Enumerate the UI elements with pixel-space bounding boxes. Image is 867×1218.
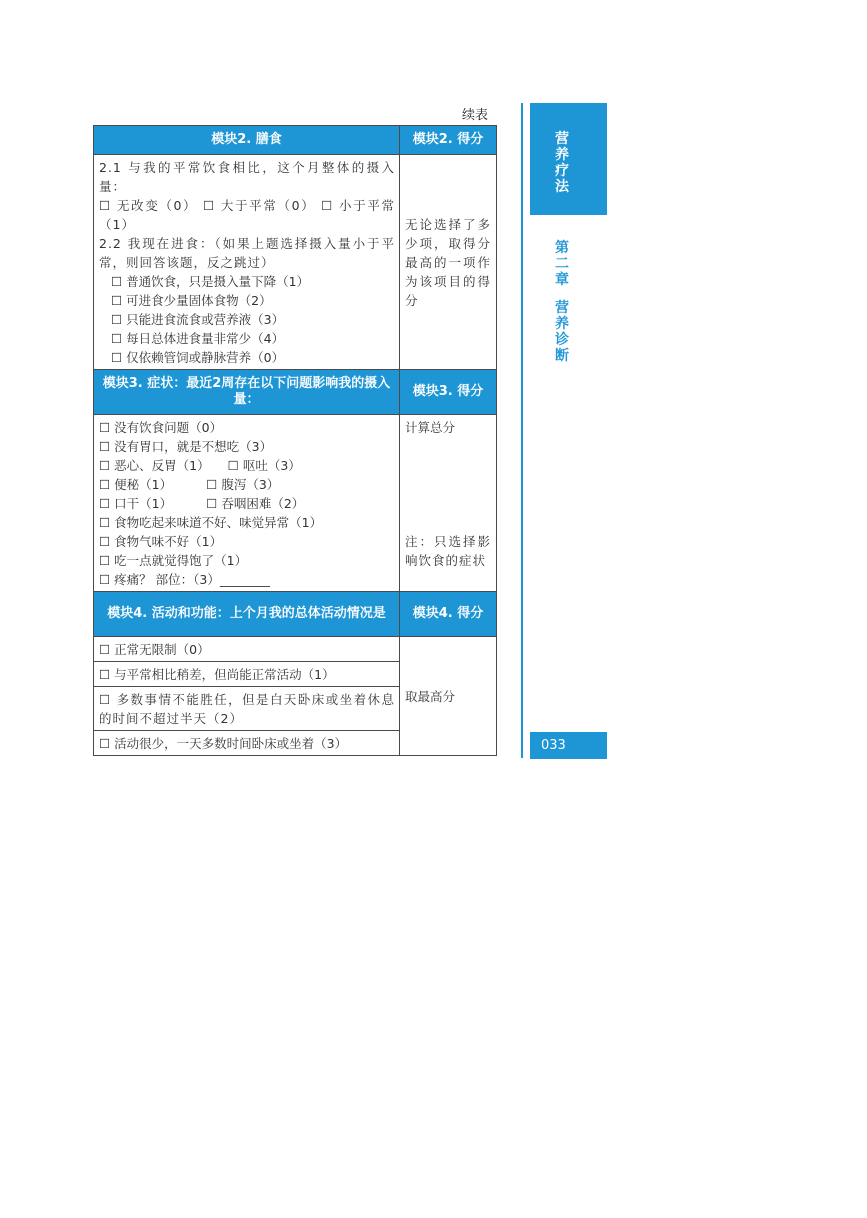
- list-item-pair: ☐ 恶心、反胃（1） ☐ 呕吐（3）: [99, 458, 301, 473]
- module4-header: 模块4. 活动和功能：上个月我的总体活动情况是: [94, 592, 400, 637]
- module3-note: 注：只选择影响饮食的症状: [405, 534, 491, 568]
- list-item: ☐ 食物吃起来味道不好、味觉异常（1）: [99, 515, 323, 530]
- module4-option-3: ☐ 活动很少，一天多数时间卧床或坐着（3）: [94, 731, 400, 756]
- module2-body-row: [94, 155, 497, 370]
- list-item: ☐ 食物气味不好（1）: [99, 534, 223, 549]
- module3-score-text: 计算总分: [405, 420, 456, 435]
- side-divider: [521, 103, 523, 758]
- section-tab: [530, 103, 607, 215]
- list-item: ☐ 仅依赖管饲或静脉营养（0）: [111, 350, 285, 365]
- list-item: ☐ 可进食少量固体食物（2）: [111, 293, 272, 308]
- module3-header-row: [94, 370, 497, 415]
- module3-content: [94, 415, 400, 592]
- list-item: ☐ 没有饮食问题（0）: [99, 420, 223, 435]
- list-item: ☐ 吃一点就觉得饱了（1）: [99, 553, 248, 568]
- module4-option-2: ☐ 多数事情不能胜任，但是白天卧床或坐着休息的时间不超过半天（2）: [94, 687, 400, 731]
- module2-score-header: 模块2. 得分: [400, 126, 497, 155]
- continued-label: 续表: [462, 108, 489, 123]
- table-row: [94, 637, 497, 662]
- list-item-pair: ☐ 便秘（1） ☐ 腹泻（3）: [99, 477, 280, 492]
- module3-header: 模块3. 症状：最近2周存在以下问题影响我的摄入量：: [94, 370, 400, 415]
- module3-score-header: 模块3. 得分: [400, 370, 497, 415]
- module3-body-row: [94, 415, 497, 592]
- page-number-tab: [530, 732, 607, 759]
- module4-score-text: 取最高分: [405, 688, 456, 704]
- page-number: 033: [541, 738, 566, 753]
- list-item: ☐ 只能进食流食或营养液（3）: [111, 312, 285, 327]
- module2-header-row: [94, 126, 497, 155]
- list-item: ☐ 疼痛？ 部位：（3）________: [99, 572, 270, 587]
- module2-header: 模块2. 膳食: [94, 126, 400, 155]
- module3-score: [400, 415, 497, 592]
- module4-header-row: [94, 592, 497, 637]
- assessment-table: [93, 125, 497, 756]
- section-tab-label: 营养疗法: [555, 131, 569, 195]
- chapter-number: 第二章: [555, 240, 569, 288]
- chapter-label: [553, 240, 571, 364]
- list-item: ☐ 没有胃口，就是不想吃（3）: [99, 439, 273, 454]
- module2-score-text: 无论选择了多少项，取得分最高的一项作为该项目的得分: [405, 216, 491, 308]
- module4-option-1: ☐ 与平常相比稍差，但尚能正常活动（1）: [94, 662, 400, 687]
- list-item-pair: ☐ 口干（1） ☐ 吞咽困难（2）: [99, 496, 305, 511]
- list-item: ☐ 普通饮食，只是摄入量下降（1）: [111, 274, 310, 289]
- module4-score-header: 模块4. 得分: [400, 592, 497, 637]
- module4-score: [400, 637, 497, 756]
- module2-score: [400, 155, 497, 370]
- question-2-1: 2.1 与我的平常饮食相比，这个月整体的摄入量：: [99, 160, 395, 194]
- chapter-title: 营养诊断: [555, 300, 569, 364]
- module4-option-0: ☐ 正常无限制（0）: [94, 637, 400, 662]
- question-2-2: 2.2 我现在进食：（如果上题选择摄入量小于平常，则回答该题，反之跳过）: [99, 236, 395, 270]
- list-item: ☐ 每日总体进食量非常少（4）: [111, 331, 285, 346]
- question-2-1-options: ☐ 无改变（0） ☐ 大于平常（0） ☐ 小于平常（1）: [99, 198, 395, 232]
- module2-content: [94, 155, 400, 370]
